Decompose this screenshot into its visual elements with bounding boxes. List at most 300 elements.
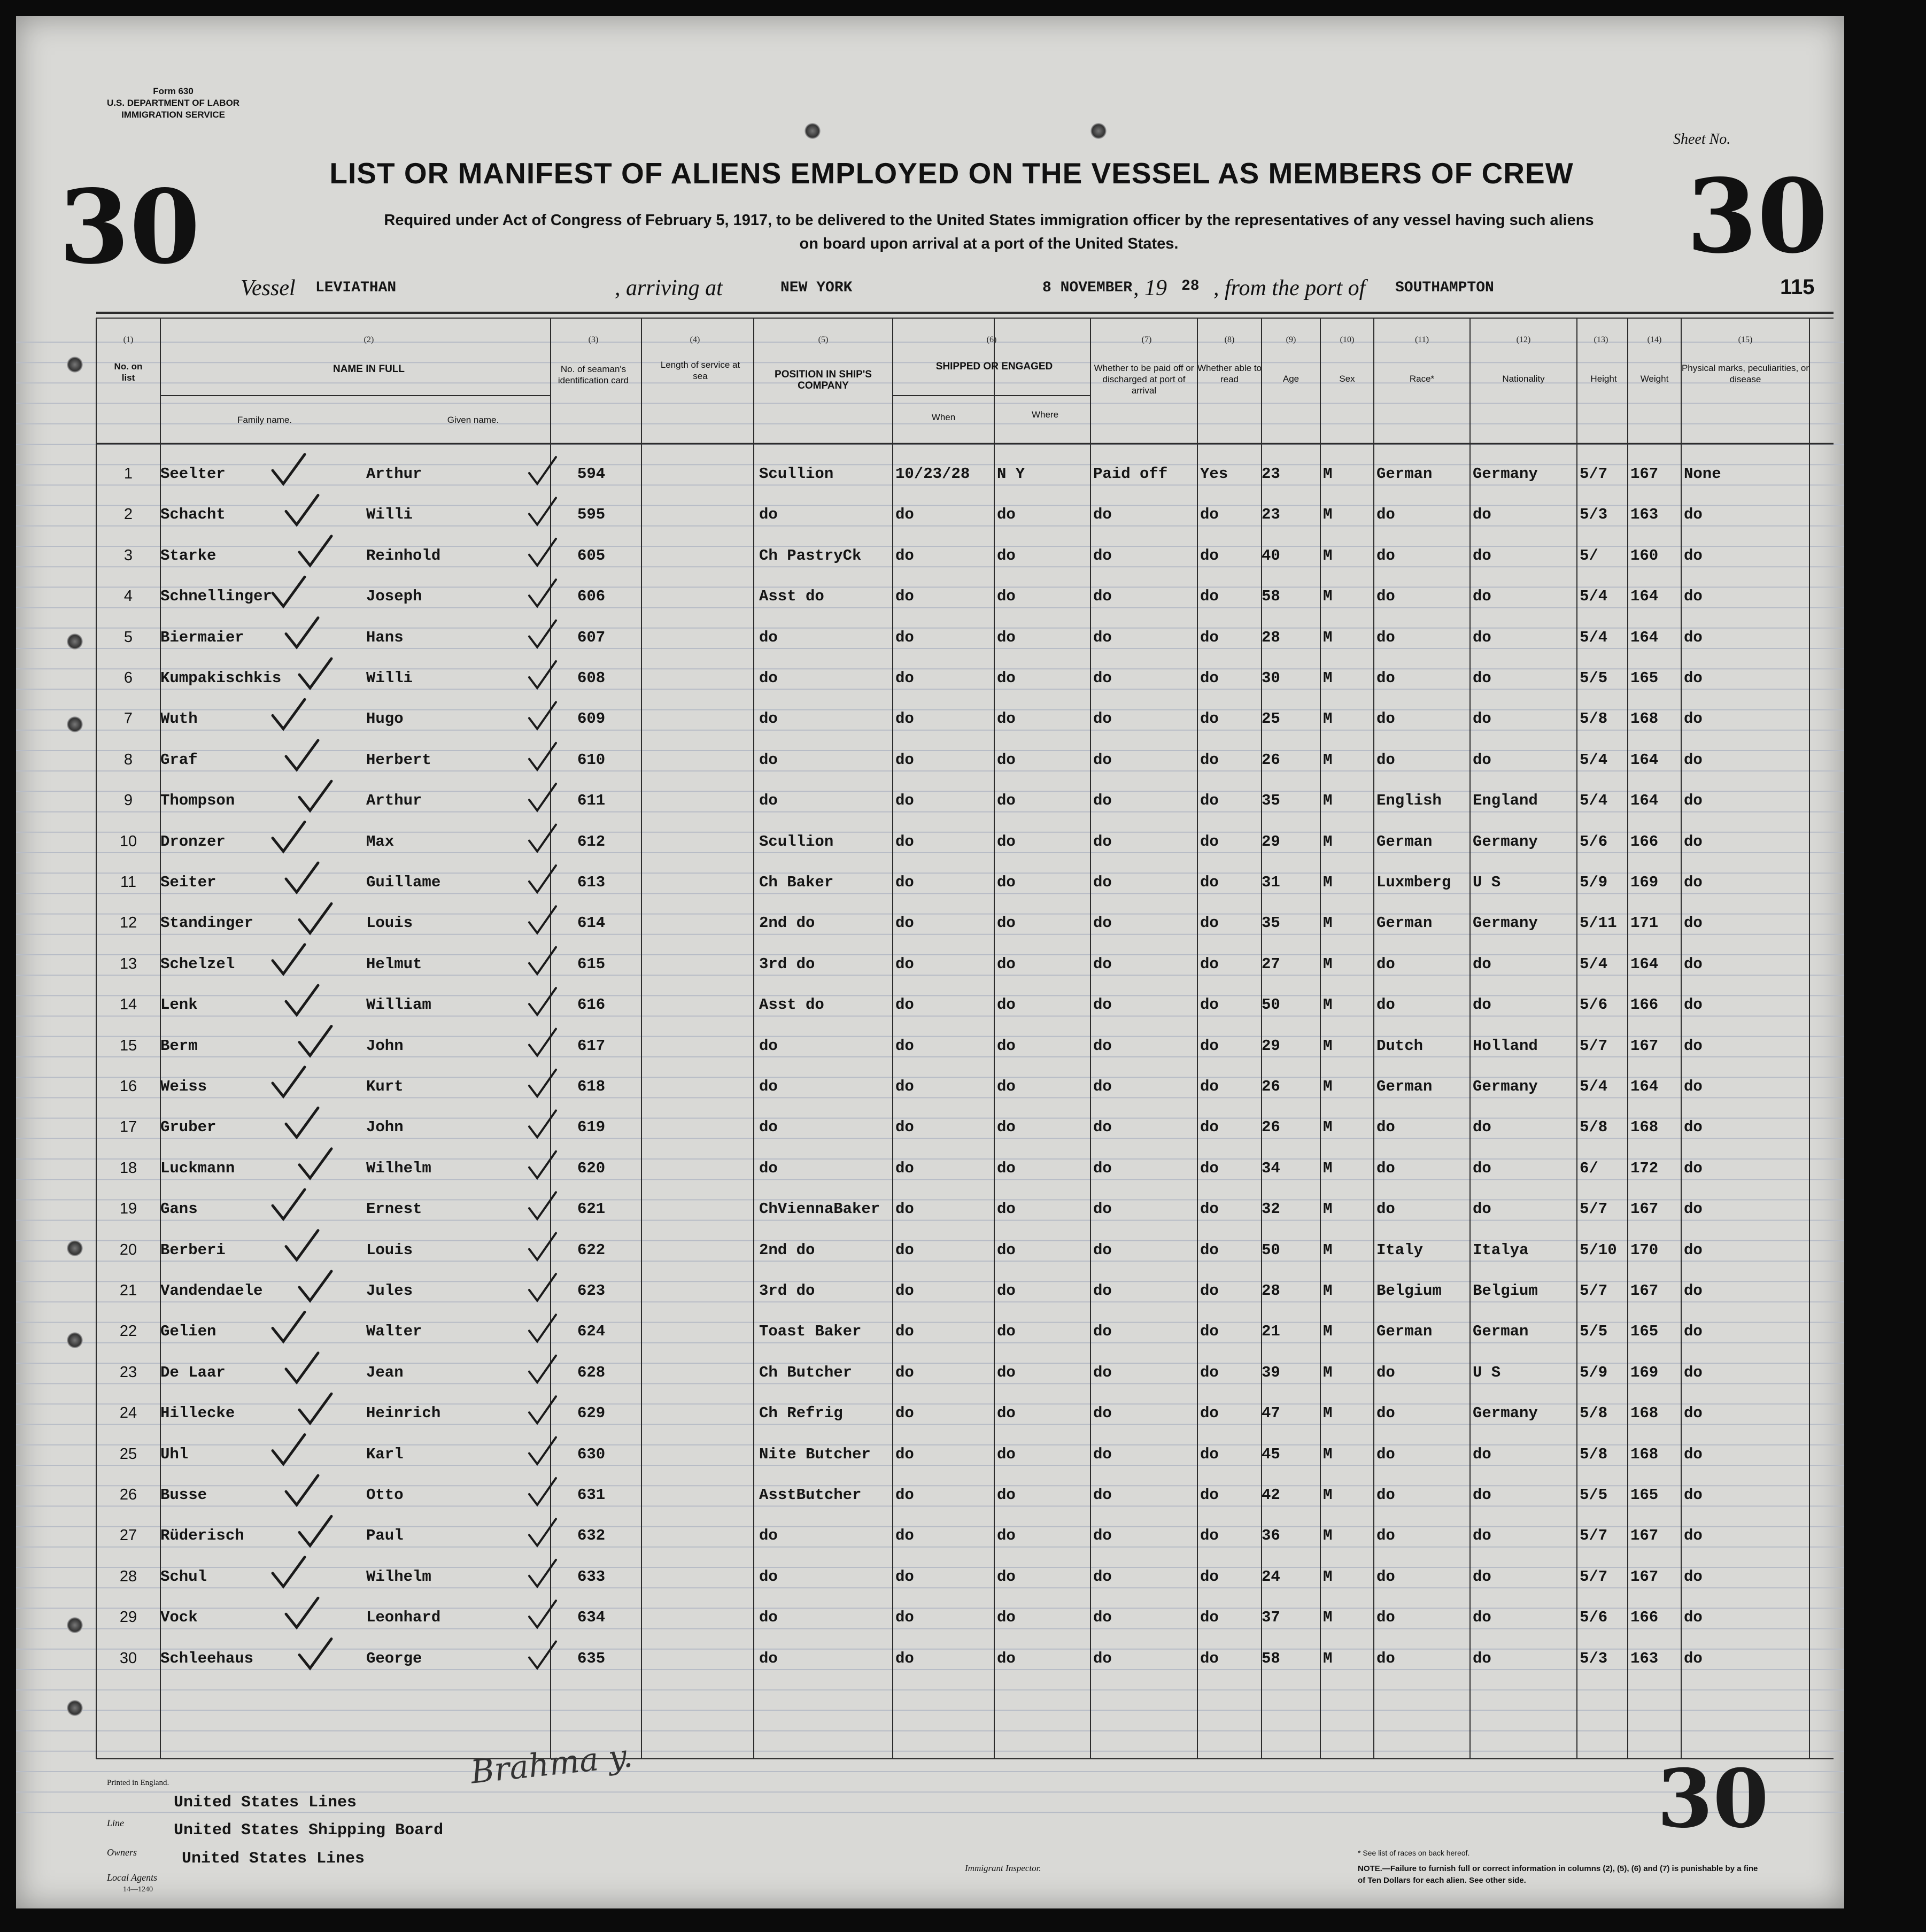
- cell-sex: M: [1323, 1037, 1333, 1055]
- cell-family: Schnellinger: [160, 588, 272, 606]
- cell-where: N Y: [997, 465, 1025, 483]
- form-header: [107, 86, 239, 121]
- cell-age: 50: [1262, 996, 1280, 1014]
- row-number: 5: [123, 628, 133, 646]
- cell-height: 5/6: [1580, 832, 1608, 851]
- cell-sex: M: [1323, 1445, 1333, 1463]
- count-right: 30: [1687, 157, 1828, 276]
- header-physical: Physical marks, peculiarities, or disease: [1681, 363, 1809, 384]
- cell-race: German: [1376, 832, 1433, 851]
- page-title: LIST OR MANIFEST OF ALIENS EMPLOYED ON THE VESSEL AS MEMBERS OF CREW: [329, 157, 1574, 190]
- arrival-date: 8 NOVEMBER: [1042, 280, 1133, 296]
- cell-weight: 164: [1630, 1078, 1659, 1095]
- header-no-on-list: No. on list: [114, 361, 143, 383]
- column-number: (10): [1340, 335, 1355, 344]
- cell-weight: 167: [1630, 465, 1659, 483]
- cell-age: 45: [1262, 1445, 1280, 1463]
- header-where: Where: [1031, 409, 1059, 420]
- cell-paid: do: [1093, 1567, 1112, 1586]
- cell-position: Scullion: [759, 465, 834, 483]
- cell-race: do: [1376, 1200, 1395, 1218]
- cell-card: 613: [577, 874, 606, 891]
- cell-nationality: do: [1473, 996, 1491, 1014]
- sheet-number-label: Sheet No.: [1673, 131, 1731, 148]
- cell-when: do: [895, 996, 914, 1014]
- cell-where: do: [997, 1118, 1016, 1137]
- cell-weight: 166: [1630, 832, 1659, 851]
- cell-card: 609: [577, 710, 606, 728]
- row-number: 14: [119, 996, 137, 1014]
- cell-read: Yes: [1200, 465, 1228, 483]
- cell-where: do: [997, 1363, 1016, 1381]
- cell-nationality: Belgium: [1473, 1282, 1538, 1300]
- cell-family: Busse: [160, 1486, 207, 1504]
- cell-weight: 164: [1630, 792, 1659, 810]
- cell-age: 27: [1262, 955, 1280, 973]
- cell-paid: do: [1093, 669, 1112, 687]
- cell-family: Starke: [160, 546, 216, 565]
- cell-given: Walter: [366, 1323, 422, 1341]
- cell-nationality: Germany: [1473, 1404, 1538, 1423]
- cell-paid: do: [1093, 996, 1112, 1014]
- cell-given: Reinhold: [366, 546, 441, 565]
- cell-paid: do: [1093, 792, 1112, 810]
- cell-where: do: [997, 1078, 1016, 1095]
- cell-card: 615: [577, 955, 606, 973]
- header-sex: Sex: [1339, 374, 1355, 384]
- column-number: (11): [1414, 335, 1429, 344]
- column-number: (7): [1141, 335, 1152, 344]
- cell-family: Gans: [160, 1200, 198, 1218]
- cell-read: do: [1200, 1200, 1219, 1218]
- cell-weight: 169: [1630, 1363, 1659, 1381]
- count-left: 30: [59, 167, 200, 287]
- cell-position: do: [759, 792, 778, 810]
- cell-age: 35: [1262, 914, 1280, 932]
- cell-age: 34: [1262, 1159, 1280, 1177]
- cell-when: do: [895, 710, 914, 728]
- cell-nationality: do: [1473, 1118, 1491, 1137]
- column-number: (3): [588, 335, 599, 344]
- cell-card: 632: [577, 1527, 606, 1545]
- cell-nationality: do: [1473, 1527, 1491, 1545]
- cell-race: do: [1376, 1649, 1395, 1667]
- cell-where: do: [997, 546, 1016, 565]
- cell-weight: 164: [1630, 628, 1659, 646]
- cell-sex: M: [1323, 914, 1333, 932]
- cell-family: Berm: [160, 1037, 198, 1055]
- column-number: (9): [1286, 335, 1296, 344]
- cell-weight: 167: [1630, 1282, 1659, 1300]
- binder-hole: [67, 357, 83, 373]
- cell-physical: do: [1684, 1567, 1703, 1586]
- cell-family: Biermaier: [160, 628, 244, 646]
- cell-family: Graf: [160, 751, 198, 769]
- cell-physical: do: [1684, 1363, 1703, 1381]
- cell-where: do: [997, 1445, 1016, 1463]
- cell-where: do: [997, 1159, 1016, 1177]
- cell-age: 28: [1262, 1282, 1280, 1300]
- cell-paid: do: [1093, 874, 1112, 891]
- cell-when: do: [895, 792, 914, 810]
- cell-given: Heinrich: [366, 1404, 441, 1423]
- page-number: 115: [1780, 275, 1815, 299]
- cell-when: do: [895, 628, 914, 646]
- cell-read: do: [1200, 1078, 1219, 1095]
- cell-read: do: [1200, 1282, 1219, 1300]
- cell-read: do: [1200, 1118, 1219, 1137]
- cell-physical: do: [1684, 1282, 1703, 1300]
- cell-height: 5/5: [1580, 1323, 1608, 1341]
- cell-physical: do: [1684, 1323, 1703, 1341]
- cell-nationality: do: [1473, 710, 1491, 728]
- binder-hole: [67, 1240, 83, 1256]
- cell-card: 635: [577, 1649, 606, 1667]
- row-number: 12: [119, 914, 137, 932]
- cell-when: do: [895, 1363, 914, 1381]
- binder-hole: [67, 1700, 83, 1716]
- cell-weight: 167: [1630, 1037, 1659, 1055]
- cell-when: do: [895, 588, 914, 606]
- cell-weight: 168: [1630, 710, 1659, 728]
- cell-race: Luxmberg: [1376, 874, 1451, 891]
- subtitle-line-1: Required under Act of Congress of February 5, 1917, to be delivered to the United States immigration officer by the representatives of any vessel having such aliens: [384, 212, 1594, 229]
- cell-where: do: [997, 1649, 1016, 1667]
- cell-sex: M: [1323, 506, 1333, 524]
- arrival-year: 28: [1181, 278, 1200, 295]
- cell-read: do: [1200, 1609, 1219, 1627]
- cell-read: do: [1200, 1445, 1219, 1463]
- cell-physical: do: [1684, 588, 1703, 606]
- row-number: 24: [119, 1404, 137, 1422]
- cell-age: 42: [1262, 1486, 1280, 1504]
- cell-when: do: [895, 1037, 914, 1055]
- column-number: (4): [690, 335, 700, 344]
- cell-given: Willi: [366, 669, 413, 687]
- header-length-service: Length of service at sea: [660, 360, 740, 381]
- cell-where: do: [997, 710, 1016, 728]
- cell-nationality: do: [1473, 506, 1491, 524]
- cell-given: George: [366, 1649, 422, 1667]
- cell-weight: 164: [1630, 955, 1659, 973]
- cell-nationality: Germany: [1473, 465, 1538, 483]
- cell-position: do: [759, 1118, 778, 1137]
- cell-when: do: [895, 1445, 914, 1463]
- header-height: Height: [1590, 374, 1617, 384]
- cell-race: do: [1376, 669, 1395, 687]
- cell-read: do: [1200, 874, 1219, 891]
- cell-position: 2nd do: [759, 914, 815, 932]
- cell-given: Karl: [366, 1445, 404, 1463]
- cell-sex: M: [1323, 1649, 1333, 1667]
- cell-position: AsstButcher: [759, 1486, 862, 1504]
- cell-position: Ch Refrig: [759, 1404, 843, 1423]
- cell-read: do: [1200, 1363, 1219, 1381]
- cell-weight: 163: [1630, 506, 1659, 524]
- cell-given: Arthur: [366, 465, 422, 483]
- cell-age: 58: [1262, 1649, 1280, 1667]
- cell-race: do: [1376, 506, 1395, 524]
- cell-given: Louis: [366, 914, 413, 932]
- cell-physical: do: [1684, 1078, 1703, 1095]
- manifest-sheet: [16, 16, 1844, 1908]
- cell-nationality: do: [1473, 669, 1491, 687]
- cell-read: do: [1200, 1527, 1219, 1545]
- cell-card: 619: [577, 1118, 606, 1137]
- cell-height: 5/3: [1580, 1649, 1608, 1667]
- row-number: 8: [123, 751, 133, 768]
- subtitle-line-2: on board upon arrival at a port of the United States.: [799, 235, 1179, 252]
- cell-height: 5/10: [1580, 1241, 1617, 1259]
- cell-weight: 165: [1630, 1486, 1659, 1504]
- cell-position: ChViennaBaker: [759, 1200, 880, 1218]
- row-number: 4: [123, 588, 133, 605]
- cell-weight: 168: [1630, 1445, 1659, 1463]
- cell-nationality: do: [1473, 1159, 1491, 1177]
- cell-card: 633: [577, 1567, 606, 1586]
- cell-physical: do: [1684, 628, 1703, 646]
- row-number: 30: [119, 1649, 137, 1667]
- cell-physical: do: [1684, 1486, 1703, 1504]
- cell-physical: do: [1684, 792, 1703, 810]
- cell-nationality: do: [1473, 628, 1491, 646]
- cell-paid: do: [1093, 1159, 1112, 1177]
- cell-read: do: [1200, 1241, 1219, 1259]
- cell-nationality: do: [1473, 1486, 1491, 1504]
- cell-read: do: [1200, 1159, 1219, 1177]
- cell-sex: M: [1323, 1567, 1333, 1586]
- cell-given: Paul: [366, 1527, 404, 1545]
- cell-where: do: [997, 1404, 1016, 1423]
- cell-family: Weiss: [160, 1078, 207, 1095]
- cell-nationality: Germany: [1473, 914, 1538, 932]
- cell-race: German: [1376, 1323, 1433, 1341]
- column-number: (5): [818, 335, 829, 344]
- cell-card: 612: [577, 832, 606, 851]
- cell-position: do: [759, 1078, 778, 1095]
- cell-when: do: [895, 1159, 914, 1177]
- cell-height: 5/4: [1580, 955, 1608, 973]
- cell-sex: M: [1323, 1200, 1333, 1218]
- cell-sex: M: [1323, 1404, 1333, 1423]
- row-number: 17: [119, 1118, 137, 1136]
- cell-paid: do: [1093, 1404, 1112, 1423]
- cell-given: Leonhard: [366, 1609, 441, 1627]
- column-number: (1): [123, 335, 134, 344]
- row-number: 15: [119, 1037, 137, 1054]
- cell-nationality: U S: [1473, 874, 1501, 891]
- cell-sex: M: [1323, 1486, 1333, 1504]
- cell-weight: 164: [1630, 588, 1659, 606]
- row-number: 26: [119, 1486, 137, 1503]
- cell-physical: do: [1684, 1404, 1703, 1423]
- cell-weight: 172: [1630, 1159, 1659, 1177]
- cell-sex: M: [1323, 1609, 1333, 1627]
- cell-sex: M: [1323, 832, 1333, 851]
- cell-paid: do: [1093, 1078, 1112, 1095]
- cell-height: 5/8: [1580, 1445, 1608, 1463]
- header-when: When: [931, 412, 956, 422]
- year-prefix: , 19: [1133, 276, 1167, 300]
- cell-age: 23: [1262, 506, 1280, 524]
- cell-given: Jules: [366, 1282, 413, 1300]
- cell-paid: do: [1093, 1445, 1112, 1463]
- cell-physical: do: [1684, 710, 1703, 728]
- printed-note: Printed in England.: [107, 1779, 169, 1787]
- cell-race: do: [1376, 588, 1395, 606]
- cell-card: 595: [577, 506, 606, 524]
- cell-physical: do: [1684, 832, 1703, 851]
- cell-race: do: [1376, 1567, 1395, 1586]
- cell-given: William: [366, 996, 431, 1014]
- cell-position: do: [759, 1527, 778, 1545]
- cell-physical: do: [1684, 1649, 1703, 1667]
- cell-age: 31: [1262, 874, 1280, 891]
- cell-height: 5/7: [1580, 1037, 1608, 1055]
- cell-sex: M: [1323, 955, 1333, 973]
- cell-height: 5/4: [1580, 1078, 1608, 1095]
- cell-read: do: [1200, 996, 1219, 1014]
- cell-card: 607: [577, 628, 606, 646]
- cell-position: 3rd do: [759, 955, 815, 973]
- cell-height: 5/8: [1580, 710, 1608, 728]
- cell-height: 5/5: [1580, 669, 1608, 687]
- cell-where: do: [997, 874, 1016, 891]
- row-number: 22: [119, 1323, 137, 1340]
- cell-nationality: Germany: [1473, 832, 1538, 851]
- cell-read: do: [1200, 506, 1219, 524]
- cell-position: do: [759, 1037, 778, 1055]
- cell-weight: 171: [1630, 914, 1659, 932]
- cell-height: 5/11: [1580, 914, 1617, 932]
- cell-where: do: [997, 1527, 1016, 1545]
- cell-weight: 163: [1630, 1649, 1659, 1667]
- cell-position: do: [759, 628, 778, 646]
- binder-hole: [67, 633, 83, 650]
- cell-paid: do: [1093, 710, 1112, 728]
- cell-position: Scullion: [759, 832, 834, 851]
- cell-when: do: [895, 1567, 914, 1586]
- cell-read: do: [1200, 792, 1219, 810]
- row-number: 2: [123, 506, 133, 523]
- cell-weight: 166: [1630, 996, 1659, 1014]
- cell-position: 3rd do: [759, 1282, 815, 1300]
- cell-given: Max: [366, 832, 395, 851]
- header-able-read: Whether able to read: [1197, 363, 1262, 384]
- cell-family: Lenk: [160, 996, 198, 1014]
- cell-physical: do: [1684, 1159, 1703, 1177]
- cell-card: 634: [577, 1609, 606, 1627]
- column-number: (6): [986, 335, 997, 344]
- cell-age: 36: [1262, 1527, 1280, 1545]
- cell-position: Ch PastryCk: [759, 546, 862, 565]
- cell-given: Hugo: [366, 710, 404, 728]
- header-family-name: Family name.: [237, 415, 292, 425]
- cell-race: do: [1376, 546, 1395, 565]
- cell-read: do: [1200, 1486, 1219, 1504]
- cell-when: do: [895, 669, 914, 687]
- cell-paid: do: [1093, 832, 1112, 851]
- cell-nationality: Italya: [1473, 1241, 1529, 1259]
- cell-family: Hillecke: [160, 1404, 235, 1423]
- cell-height: 5/7: [1580, 1527, 1608, 1545]
- cell-card: 622: [577, 1241, 606, 1259]
- cell-where: do: [997, 1609, 1016, 1627]
- cell-race: do: [1376, 1527, 1395, 1545]
- cell-card: 616: [577, 996, 606, 1014]
- cell-paid: do: [1093, 1118, 1112, 1137]
- cell-race: German: [1376, 914, 1433, 932]
- cell-where: do: [997, 1200, 1016, 1218]
- cell-given: Louis: [366, 1241, 413, 1259]
- departure-port: SOUTHAMPTON: [1395, 280, 1494, 296]
- row-number: 10: [119, 832, 137, 850]
- cell-where: do: [997, 1037, 1016, 1055]
- form-code: 14—1240: [123, 1885, 153, 1894]
- cell-where: do: [997, 1567, 1016, 1586]
- cell-position: do: [759, 1159, 778, 1177]
- column-number: (8): [1224, 335, 1235, 344]
- cell-paid: do: [1093, 506, 1112, 524]
- cell-race: do: [1376, 751, 1395, 769]
- cell-where: do: [997, 832, 1016, 851]
- cell-family: Schleehaus: [160, 1649, 254, 1667]
- cell-card: 624: [577, 1323, 606, 1341]
- cell-when: 10/23/28: [895, 465, 970, 483]
- cell-card: 623: [577, 1282, 606, 1300]
- cell-race: Italy: [1376, 1241, 1424, 1259]
- row-number: 29: [119, 1609, 137, 1626]
- cell-height: 5/6: [1580, 1609, 1608, 1627]
- agents-value: United States Lines: [182, 1850, 365, 1868]
- cell-card: 611: [577, 792, 606, 810]
- cell-height: 5/7: [1580, 1282, 1608, 1300]
- cell-card: 610: [577, 751, 606, 769]
- arrival-port: NEW YORK: [780, 280, 853, 296]
- cell-race: do: [1376, 1159, 1395, 1177]
- header-age: Age: [1282, 374, 1300, 384]
- row-number: 18: [119, 1159, 137, 1177]
- cell-sex: M: [1323, 1241, 1333, 1259]
- cell-weight: 168: [1630, 1118, 1659, 1137]
- cell-where: do: [997, 1486, 1016, 1504]
- row-number: 21: [119, 1282, 137, 1299]
- row-number: 11: [120, 874, 137, 891]
- cell-race: English: [1376, 792, 1442, 810]
- cell-where: do: [997, 955, 1016, 973]
- form-number: Form 630: [153, 86, 194, 96]
- cell-sex: M: [1323, 465, 1333, 483]
- cell-height: 6/: [1580, 1159, 1598, 1177]
- cell-when: do: [895, 1527, 914, 1545]
- cell-sex: M: [1323, 1363, 1333, 1381]
- cell-where: do: [997, 1323, 1016, 1341]
- cell-physical: do: [1684, 669, 1703, 687]
- cell-card: 617: [577, 1037, 606, 1055]
- cell-read: do: [1200, 1567, 1219, 1586]
- cell-position: do: [759, 1649, 778, 1667]
- cell-height: 5/6: [1580, 996, 1608, 1014]
- binder-hole: [67, 1332, 83, 1348]
- cell-physical: do: [1684, 506, 1703, 524]
- cell-weight: 160: [1630, 546, 1659, 565]
- cell-age: 39: [1262, 1363, 1280, 1381]
- cell-height: 5/3: [1580, 506, 1608, 524]
- cell-physical: do: [1684, 874, 1703, 891]
- column-number: (14): [1647, 335, 1662, 344]
- cell-physical: do: [1684, 1445, 1703, 1463]
- count-bottom: 30: [1657, 1752, 1769, 1846]
